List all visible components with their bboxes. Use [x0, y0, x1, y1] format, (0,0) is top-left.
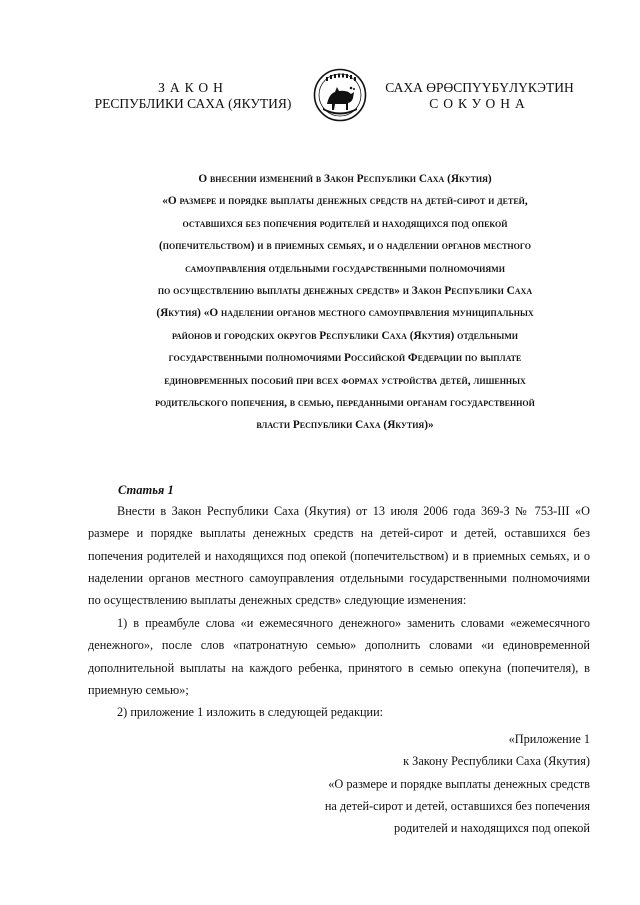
title-line: (Якутия) «О наделении органов местного самоуправления муниципальных	[156, 307, 534, 320]
title-line: (попечительством) и в приемных семьях, и о наделении органов местного	[158, 240, 531, 253]
title-line: родительского попечения, в семью, переданными органам государственной	[155, 397, 535, 410]
title-line: по осуществлению выплаты денежных средств» и Закон Республики Саха	[157, 285, 533, 298]
document-header	[0, 68, 640, 128]
appendix-header	[230, 728, 590, 839]
header-right-subtitle: СОКУОНА	[429, 96, 530, 111]
article-heading: Статья 1	[118, 483, 174, 497]
appendix-line: «Приложение 1	[508, 732, 590, 746]
appendix-line: к Закону Республики Саха (Якутия)	[403, 754, 590, 769]
title-line: «О размере и порядке выплаты денежных средств на детей-сирот и детей,	[162, 195, 528, 208]
title-line: самоуправления отдельными государственными полномочиями	[185, 262, 505, 275]
article-item-1-paragraph: 1) в преамбуле слова «и ежемесячного денежного» заменить словами «ежемесячного денежного», после слов «патронатную семью» дополнить словами «и единовременной дополнительной выплаты на каждого ребенка, принятого в семью опекуна (попечителя), в приемную семью»;	[88, 616, 590, 697]
title-line: районов и городских округов Республики Саха (Якутия) отдельными	[171, 329, 519, 342]
article-intro-paragraph: Внести в Закон Республики Саха (Якутия) от 13 июля 2006 года 369-З № 753-III «О размере и порядке выплаты денежных средств на детей-сирот и детей, оставшихся без попечения родителей и находящихся под опекой (попечительством) и в приемных семьях, и о наделении органов местного самоуправления отдельными государственными полномочиями по осуществлению выплаты денежных средств» следующие изменения:	[88, 504, 590, 608]
title-line: оставшихся без попечения родителей и находящихся под опекой	[182, 217, 508, 230]
appendix-line: родителей и находящихся под опекой	[394, 821, 590, 836]
header-right-title: САХА ӨРӨСПҮҮБҮЛҮКЭТИН	[385, 80, 574, 95]
header-left-block	[88, 80, 298, 112]
title-line: власти Республики Саха (Якутия)»	[256, 419, 434, 432]
header-left-subtitle: РЕСПУБЛИКИ САХА (ЯКУТИЯ)	[94, 96, 292, 111]
header-left-title: ЗАКОН	[158, 80, 228, 95]
title-line: государственными полномочиями Российской Федерации по выплате	[168, 352, 522, 365]
yakutia-coat-of-arms-icon	[313, 68, 367, 122]
appendix-line: «О размере и порядке выплаты денежных средств	[328, 776, 590, 791]
title-line: О внесении изменений в Закон Республики Саха (Якутия)	[198, 173, 492, 185]
header-right-block	[372, 80, 587, 112]
appendix-line: на детей-сирот и детей, оставшихся без попечения	[324, 798, 590, 813]
title-line: единовременных пособий при всех формах устройства детей, лишенных	[164, 374, 526, 387]
article-item-2-paragraph: 2) приложение 1 изложить в следующей редакции:	[117, 705, 384, 719]
law-title	[96, 168, 594, 437]
